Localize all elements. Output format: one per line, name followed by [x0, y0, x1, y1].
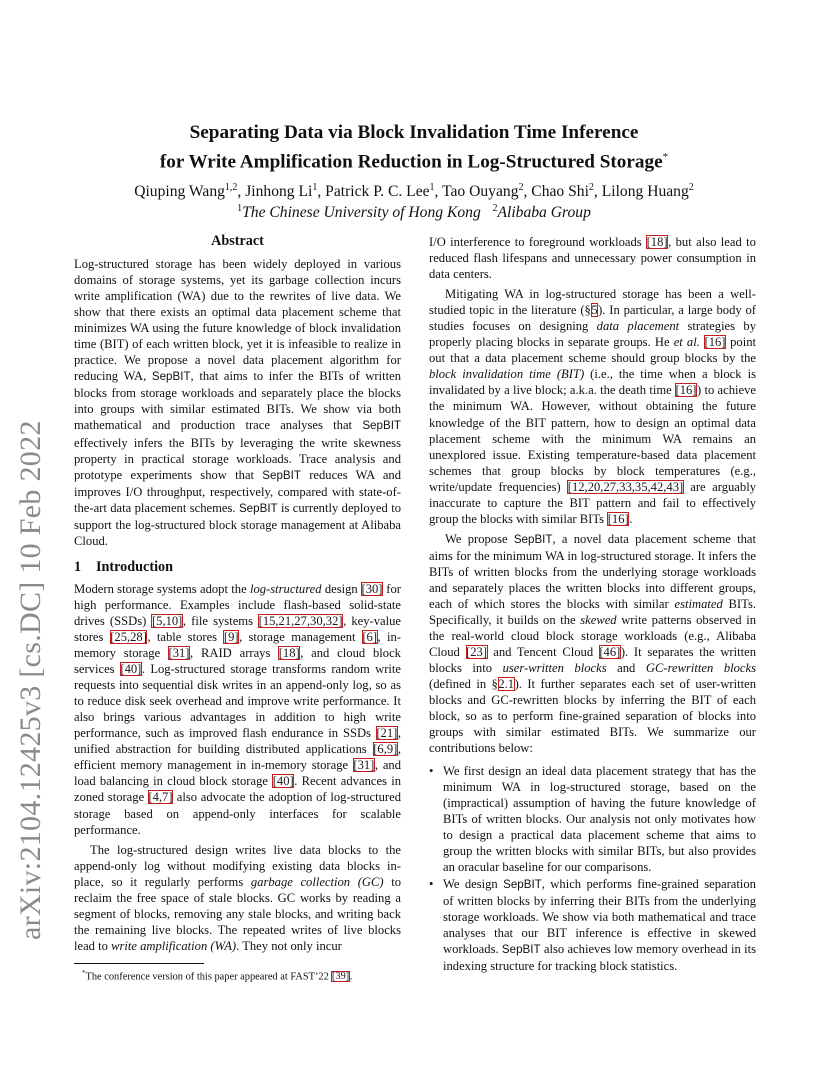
- section-link[interactable]: 2.1: [498, 677, 515, 692]
- citation-link[interactable]: [46]: [599, 645, 621, 660]
- section-title: Introduction: [96, 558, 173, 575]
- citation-link[interactable]: [5,10]: [151, 613, 183, 628]
- citation-link[interactable]: [23]: [466, 645, 488, 660]
- footnote-divider: [74, 963, 204, 964]
- citation-link[interactable]: [30]: [361, 581, 383, 596]
- system-name: SepBIT: [513, 532, 553, 546]
- citation-link[interactable]: [6]: [362, 629, 378, 644]
- citation-link[interactable]: [40]: [272, 774, 294, 789]
- title-line-1: Separating Data via Block Invalidation Time Inference: [189, 122, 639, 143]
- system-name: SepBIT: [503, 877, 542, 891]
- author-name: Tao Ouyang: [442, 183, 519, 201]
- citation-link[interactable]: [16]: [704, 335, 726, 350]
- left-column: [74, 232, 401, 954]
- citation-link[interactable]: [12,20,27,33,35,42,43]: [567, 479, 684, 494]
- list-item: • We design SepBIT, which performs fine-grained separation of written blocks by inferring their BITs from the underlying storage workloads. We show via both mathematical and trace analyses that our BIT inference is effective in skewed workloads. SepBIT also achieves low memory overhead in its indexing structure for tracking block statistics.: [429, 876, 757, 974]
- author-name: Jinhong Li: [245, 183, 313, 201]
- right-paragraph-0: I/O interference to foreground workloads [18], but also lead to reduced flash lifespans and unnecessary power consumption in data centers.: [429, 235, 756, 282]
- citation-link[interactable]: [15,21,27,30,32]: [258, 613, 343, 628]
- right-column: [429, 234, 756, 975]
- footnote: *The conference version of this paper appeared at FAST’22 [39].: [82, 969, 353, 983]
- affiliation-name: The Chinese University of Hong Kong: [242, 204, 481, 222]
- right-paragraph-1: Mitigating WA in log-structured storage has been a well-studied topic in the literature (§5). In particular, a large body of studies focuses on designing data placement strategies by properly placing blocks in separate groups. He et al. [16] point out that a data placement scheme should group blocks by the block invalidation time (BIT) (i.e., the time when a block is invalidated by a live block; a.k.a. the death time [16]) to achieve the minimum WA. However, without obtaining the future knowledge of the BIT pattern, how to design an optimal data placement scheme with the minimum WA remains an unexplored issue. Existing temperature-based data placement schemes that group blocks by block temperatures (e.g., write/update frequencies) [12,20,27,33,35,42,43] are arguably inaccurate to capture the BIT pattern and fail to effectively group the blocks with similar BITs [16].: [429, 287, 757, 526]
- citation-link[interactable]: [39]: [331, 971, 350, 983]
- author-list: Qiuping Wang$^{1,2}$, Jinhong Li$^1$, Patrick P. C. Lee$^1$, Tao Ouyang$^2$, Chao Shi$^2$, Lilong Huang$^2$: [134, 182, 694, 201]
- system-name: SepBIT: [151, 370, 191, 384]
- citation-link[interactable]: [40]: [120, 662, 142, 677]
- citation-link[interactable]: [16]: [675, 383, 697, 398]
- arxiv-identifier[interactable]: arXiv:2104.12425v3 [cs.DC] 10 Feb 2022: [14, 420, 47, 940]
- citation-link[interactable]: [9]: [223, 629, 239, 644]
- bullet-icon: •: [429, 876, 434, 891]
- section-heading-introduction: [74, 558, 401, 576]
- section-number: 1: [74, 558, 82, 575]
- author-name: Chao Shi: [531, 183, 589, 201]
- citation-link[interactable]: [21]: [376, 726, 398, 741]
- affiliation-name: Alibaba Group: [497, 204, 591, 222]
- citation-link[interactable]: [18]: [278, 646, 300, 661]
- citation-link[interactable]: [18]: [646, 235, 668, 249]
- system-name: SepBIT: [238, 501, 278, 515]
- paper-title: [60, 121, 768, 174]
- system-name: SepBIT: [501, 943, 541, 957]
- citation-link[interactable]: [16]: [607, 511, 629, 526]
- citation-link[interactable]: [25,28]: [110, 629, 147, 644]
- intro-paragraph-1: Modern storage systems adopt the log-structured design [30] for high performance. Examples include flash-based solid-state drives (SSDs) [5,10], file systems [15,21,27,30,32], key-value stores [25,28], table stores [9], storage management [6], in-memory storage [31], RAID arrays [18], and cloud block services [40]. Log-structured storage transforms random write requests into sequential disk writes in an append-only log, so as to reduce disk seek overhead and improve write performance. It also brings various advantages in addition to high write performance, such as improved flash endurance in SSDs [21], unified abstraction for building distributed applications [6,9], efficient memory management in in-memory storage [31], and load balancing in cloud block storage [40]. Recent advances in zoned storage [4,7] also advocate the adoption of log-structured storage based on append-only interfaces for scalable performance.: [74, 581, 402, 837]
- author-name: Qiuping Wang: [134, 183, 225, 201]
- citation-link[interactable]: [31]: [168, 646, 190, 661]
- right-paragraph-2: We propose SepBIT, a novel data placement scheme that aims for the minimum WA in log-structured storage. It infers the BITs of written blocks from the underlying storage workloads and separately places the written blocks into different groups, each of which stores the blocks with similar estimated BITs. Specifically, it builds on the skewed write patterns observed in the real-world cloud block storage workloads (e.g., Alibaba Cloud [23] and Tencent Cloud [46]). It separates the written blocks into user-written blocks and GC-rewritten blocks (defined in §2.1). It further separates each set of user-written blocks and GC-rewritten blocks by inferring the BIT of each block, so as to perform fine-grained separation of blocks into groups with similar estimated BITs. We summarize our contributions below:: [429, 531, 757, 756]
- system-name: SepBIT: [362, 419, 401, 433]
- citation-link[interactable]: [4,7]: [148, 790, 173, 805]
- system-name: SepBIT: [262, 468, 301, 482]
- list-item: • We first design an ideal data placement strategy that has the minimum WA in log-structured storage, based on the (impractical) assumption of having the future knowledge of BITs of written blocks. Our analysis not only motivates how to design a practical data placement scheme that aims to group the written blocks with similar BITs, but also provides an oracular baseline for our comparisons.: [429, 763, 756, 874]
- abstract-text: Log-structured storage has been widely deployed in various domains of storage systems, yet its garbage collection incurs write amplification (WA) due to the rewrites of live data. We show that there exists an optimal data placement scheme that minimizes WA using the future knowledge of block invalidation time (BIT) of each written block, yet it is infeasible to realize in practice. We propose a novel data placement algorithm for reducing WA, SepBIT, that aims to infer the BITs of written blocks from storage workloads and separately place the blocks into groups with similar estimated BITs. We show via both mathematical and production trace analyses that SepBIT effectively infers the BITs by leveraging the write skewness property in practical storage workloads. Trace analysis and prototype experiments show that SepBIT reduces WA and improves I/O throughput, respectively, compared with state-of-the-art data placement schemes. SepBIT is currently deployed to support the log-structured block storage management at Alibaba Cloud.: [74, 257, 401, 548]
- citation-link[interactable]: [6,9]: [373, 742, 398, 757]
- title-footnote-marker: *: [662, 151, 669, 163]
- intro-paragraph-2: The log-structured design writes live data blocks to the append-only log without modifying existing data blocks in-place, so it regularly performs garbage collection (GC) to reclaim the free space of stale blocks. GC works by reading a segment of blocks, removing any stale blocks, and writing back the remaining live blocks. The repeated writes of live blocks lead to write amplification (WA). They not only incur: [74, 842, 401, 953]
- author-name: Lilong Huang: [601, 183, 689, 201]
- title-line-2: for Write Amplification Reduction in Log-Structured Storage: [159, 151, 663, 173]
- footnote-marker: *: [82, 969, 86, 977]
- contribution-list: [429, 763, 756, 975]
- affiliations: $^1$The Chinese University of Hong Kong $^2$Alibaba Group: [237, 203, 591, 222]
- citation-link[interactable]: [31]: [353, 758, 375, 773]
- section-link[interactable]: 5: [591, 303, 598, 318]
- abstract-heading: Abstract: [211, 233, 264, 249]
- author-name: Patrick P. C. Lee: [325, 183, 430, 201]
- bullet-icon: •: [429, 763, 434, 778]
